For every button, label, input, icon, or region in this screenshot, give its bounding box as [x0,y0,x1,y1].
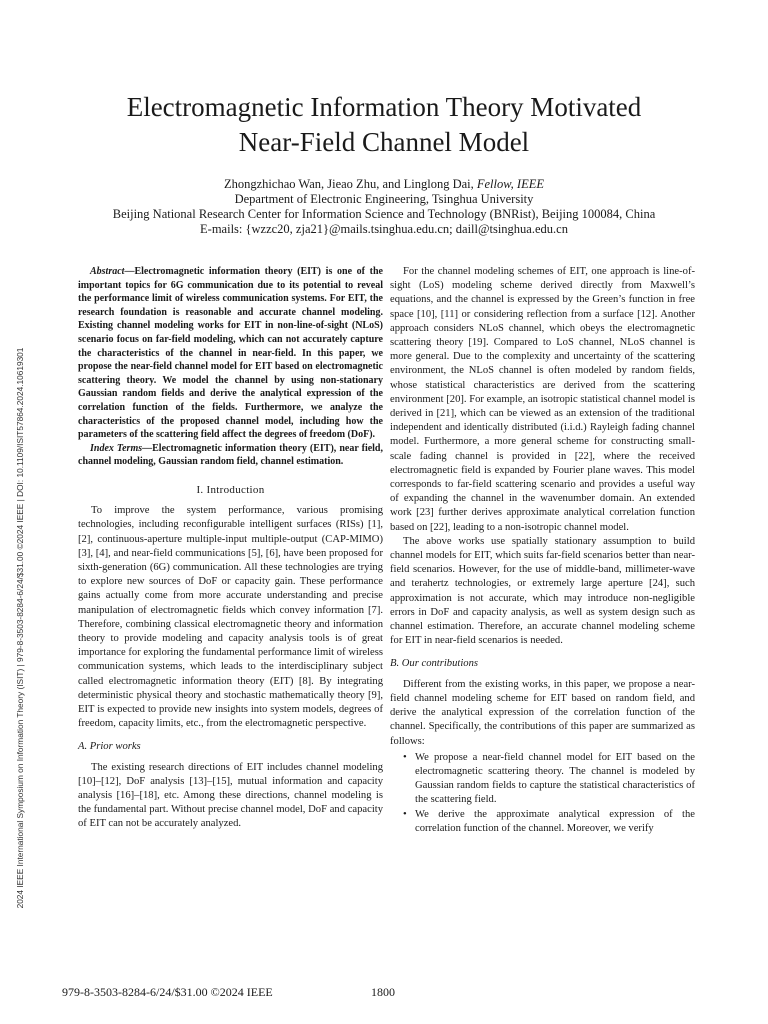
author-department: Department of Electronic Engineering, Tsinghua University [234,192,534,206]
conference-sidebar: 2024 IEEE International Symposium on Information Theory (ISIT) | 979-8-3503-8284-6/24/$31.00 ©2024 IEEE | DOI: 10.1109/ISIT57864.2024.10619301 [15,347,25,909]
index-terms [78,442,383,469]
author-fellow: Fellow, IEEE [476,177,544,191]
contribution-bullet-1: • We propose a near-field channel model for EIT based on the electromagnetic scattering theory. The channel is modeled by Gaussian random fields to capture the statistical characteristics of the scattering field. [415,751,695,808]
contributions-list [390,751,695,836]
title-line-2: Near-Field Channel Model [238,127,530,157]
subsection-heading-contributions: B. Our contributions [390,658,478,670]
left-column [78,265,383,832]
prior-works-paragraph: The existing research directions of EIT includes channel modeling [10]–[12], DoF analysis [13]–[15], mutual information and capacity analysis [16]–[18], etc. Among these directions, channel modeling is the fundamental part. Without precise channel model, DoF and capacity of EIT can not be accurately analyzed. [78,761,383,830]
paper-title [0,90,768,160]
intro-paragraph-1: To improve the system performance, various promising technologies, including reconfigurable intelligent surfaces (RISs) [1], [2], continuous-aperture multiple-input multiple-output (CAP-MIMO) [3], [4], and near-field communications [5], [6], have been proposed for sixth-generation (6G) communication. All these technologies are trying to explore new sources of DoF or capacity gain. These performance gains actually come from more accurate understanding and precise manipulation of electromagnetic fields which convey information [7]. Therefore, combining classical electromagnetic theory and information theory to provide modeling and capacity analysis tools is of great importance for exploring the fundamental performance limit of wireless communication systems, which leads to the interdisciplinary subject called electromagnetic information theory (EIT) [8]. By integrating deterministic physical theory and stochastic mathematically theory [9], EIT is expected to provide new insights into system models, degrees of freedom, capacity limits, etc., from the electromagnetic perspective. [78,505,383,730]
author-center: Beijing National Research Center for Information Science and Technology (BNRist), Beijing 100084, China [112,207,656,221]
abstract-text: —Electromagnetic information theory (EIT) is one of the important topics for 6G communication due to its potential to reveal the performance limit of wireless communication systems. For EIT, the research foundation is reasonable and accurate channel modeling. Existing channel modeling works for EIT in non-line-of-sight (NLoS) scenario focus on far-field modeling, which can not accurately capture the characteristics of the channel in near-field. In this paper, we propose the near-field channel model for EIT based on electromagnetic scattering theory. We model the channel by using non-stationary Gaussian random fields and derive the analytical expression of the correlation function of the fields. Furthermore, we analyze the characteristics of the proposed channel model, including how the parameters of the scattering field affect the degrees of freedom (DoF). [78,266,383,441]
contributions-paragraph: Different from the existing works, in this paper, we propose a near-field channel modeling scheme for EIT based on random field, and derive the analytical expression of the correlation function of the channel. Specifically, the contributions of this paper are summarized as follows: [390,678,695,747]
footer-copyright: 979-8-3503-8284-6/24/$31.00 ©2024 IEEE [62,985,273,999]
index-terms-label: Index Terms [90,442,143,454]
title-line-1: Electromagnetic Information Theory Motivated [126,92,642,122]
channel-modeling-paragraph: For the channel modeling schemes of EIT, one approach is line-of-sight (LoS) modeling scheme derived directly from Maxwell’s equations, and the channel is expressed by the Green’s function in free space [10], [11] or considering reflection from a surface [12]. Another approach considers NLoS channel, which obeys the electromagnetic scattering theory [19]. Compared to LoS channel, NLoS channel is more general. Due to the complexity and uncertainty of the scattering environment, the NLoS channel is often modeled by random fields, whose statistical characteristics are derived from the scattering environment [20]. For example, an isotropic statistical channel model is derived in [21], which can be viewed as an extension of the traditional independent and identically distributed (i.i.d.) Rayleigh fading channel model. Furthermore, a more general scheme for constructing small-scale fading channel is provided in [22], where the received electromagnetic field is expanded by Fourier plane waves. This model corresponds to far-field scattering scenario and provides a useful way of expanding the channel in the wavenumber domain. An extended work [23] further derives approximate analytical correlation function based on [22], leading to a non-isotropic channel model. [390,266,695,533]
abstract [78,265,383,442]
stationary-assumption-paragraph: The above works use spatially stationary assumption to build channel models for EIT, which suits far-field scenarios better than near-field scenarios. However, for the use of middle-band, millimeter-wave and terahertz technologies, or extremely large aperture [24], such approximation is not accurate, which may introduce non-negligible errors in DoF and capacity analysis, as well as system design such as channel estimation. Therefore, an accurate channel modeling scheme for EIT in near-field scenarios is needed. [390,535,695,647]
subsection-heading-prior-works: A. Prior works [78,741,141,753]
section-heading-introduction: I. Introduction [196,483,265,496]
right-column [390,265,695,836]
contribution-bullet-2: • We derive the approximate analytical expression of the correlation function of the channel. Moreover, we verify [415,808,695,836]
index-terms-text: —Electromagnetic information theory (EIT), near field, channel modeling, Gaussian random field, channel estimation. [78,442,383,468]
author-names: Zhongzhichao Wan, Jieao Zhu, and Linglong Dai, [224,177,474,191]
author-emails: E-mails: {wzzc20, zja21}@mails.tsinghua.edu.cn; daill@tsinghua.edu.cn [200,222,568,236]
author-block [0,177,768,237]
page-number: 1800 [371,985,395,999]
abstract-label: Abstract [90,266,125,277]
author-names-line [0,177,768,192]
